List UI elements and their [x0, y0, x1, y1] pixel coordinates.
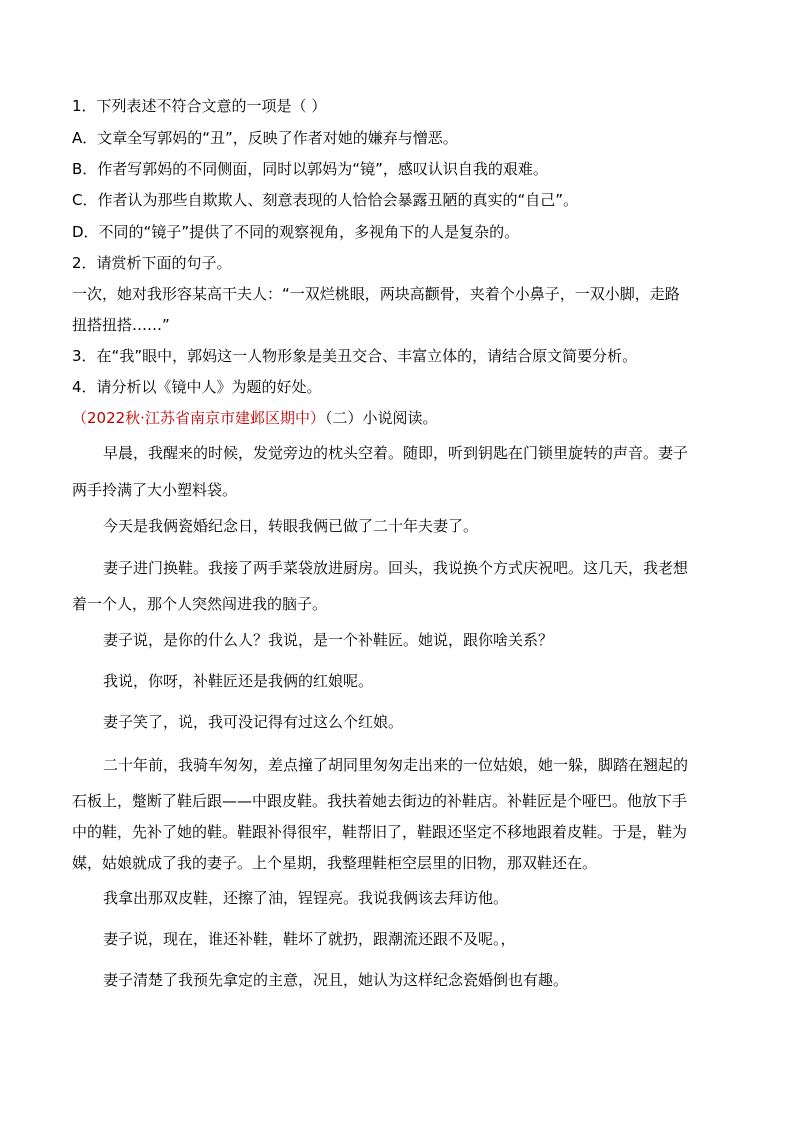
question-1-option-d: D．不同的“镜子”提供了不同的观察视角，多视角下的人是复杂的。	[72, 223, 520, 241]
passage-p7-line-2: 石板上，蹩断了鞋后跟——中跟皮鞋。我扶着她去街边的补鞋店。补鞋匠是个哑巴。他放下手	[72, 792, 688, 810]
passage-p2: 今天是我俩瓷婚纪念日，转眼我俩已做了二十年夫妻了。	[103, 517, 479, 535]
question-1-option-a: A．文章全写郭妈的“丑”，反映了作者对她的嫌弃与憎恶。	[72, 129, 458, 147]
question-4: 4．请分析以《镜中人》为题的好处。	[72, 378, 322, 396]
question-2-quote-line-2: 扭搭扭搭……”	[72, 316, 170, 334]
passage-p1-line-1: 早晨，我醒来的时候，发觉旁边的枕头空着。随即，听到钥匙在门锁里旋转的声音。妻子	[103, 444, 689, 462]
passage-p3-line-1: 妻子进门换鞋。我接了两手菜袋放进厨房。回头，我说换个方式庆祝吧。这几天，我老想	[103, 559, 689, 577]
passage-p8: 我拿出那双皮鞋，还擦了油，锃锃亮。我说我俩该去拜访他。	[103, 889, 509, 907]
question-1-option-c: C．作者认为那些自欺欺人、刻意表现的人恰恰会暴露丑陋的真实的“自己”。	[72, 191, 579, 209]
passage-p6: 妻子笑了，说，我可没记得有过这么个红娘。	[103, 713, 404, 731]
section-title: （二）小说阅读。	[324, 409, 438, 427]
passage-p7-line-1: 二十年前，我骑车匆匆，差点撞了胡同里匆匆走出来的一位姑娘，她一躲，脚踏在翘起的	[103, 756, 689, 774]
passage-p3-line-2: 着一个人，那个人突然闯进我的脑子。	[72, 595, 328, 613]
question-3: 3．在“我”眼中，郭妈这一人物形象是美丑交合、丰富立体的，请结合原文简要分析。	[72, 347, 638, 365]
question-2-stem: 2．请赏析下面的句子。	[72, 254, 232, 272]
passage-p1-line-2: 两手拎满了大小塑料袋。	[72, 481, 238, 499]
passage-p4: 妻子说，是你的什么人？我说，是一个补鞋匠。她说，跟你啥关系？	[103, 631, 554, 649]
passage-p5: 我说，你呀，补鞋匠还是我俩的红娘呢。	[103, 672, 374, 690]
section-heading	[72, 408, 722, 428]
question-2-quote-line-1: 一次，她对我形容某高干夫人：“一双烂桃眼，两块高颧骨，夹着个小鼻子，一双小脚，走路	[72, 285, 680, 303]
passage-p7-line-4: 媒，姑娘就成了我的妻子。上个星期，我整理鞋柜空层里的旧物，那双鞋还在。	[72, 854, 598, 872]
question-1-option-b: B．作者写郭妈的不同侧面，同时以郭妈为“镜”，感叹认识自我的艰难。	[72, 160, 548, 178]
question-1-stem: 1．下列表述不符合文意的一项是（ ）	[72, 97, 327, 115]
passage-p10: 妻子清楚了我预先拿定的主意，况且，她认为这样纪念瓷婚倒也有趣。	[103, 971, 569, 989]
passage-p9: 妻子说，现在，谁还补鞋，鞋坏了就扔，跟潮流还跟不及呢。，	[103, 930, 516, 948]
passage-p7-line-3: 中的鞋，先补了她的鞋。鞋跟补得很牢，鞋帮旧了，鞋跟还坚定不移地跟着皮鞋。于是，鞋为	[72, 823, 688, 841]
section-source: （2022秋·江苏省南京市建邺区期中）	[72, 409, 325, 427]
